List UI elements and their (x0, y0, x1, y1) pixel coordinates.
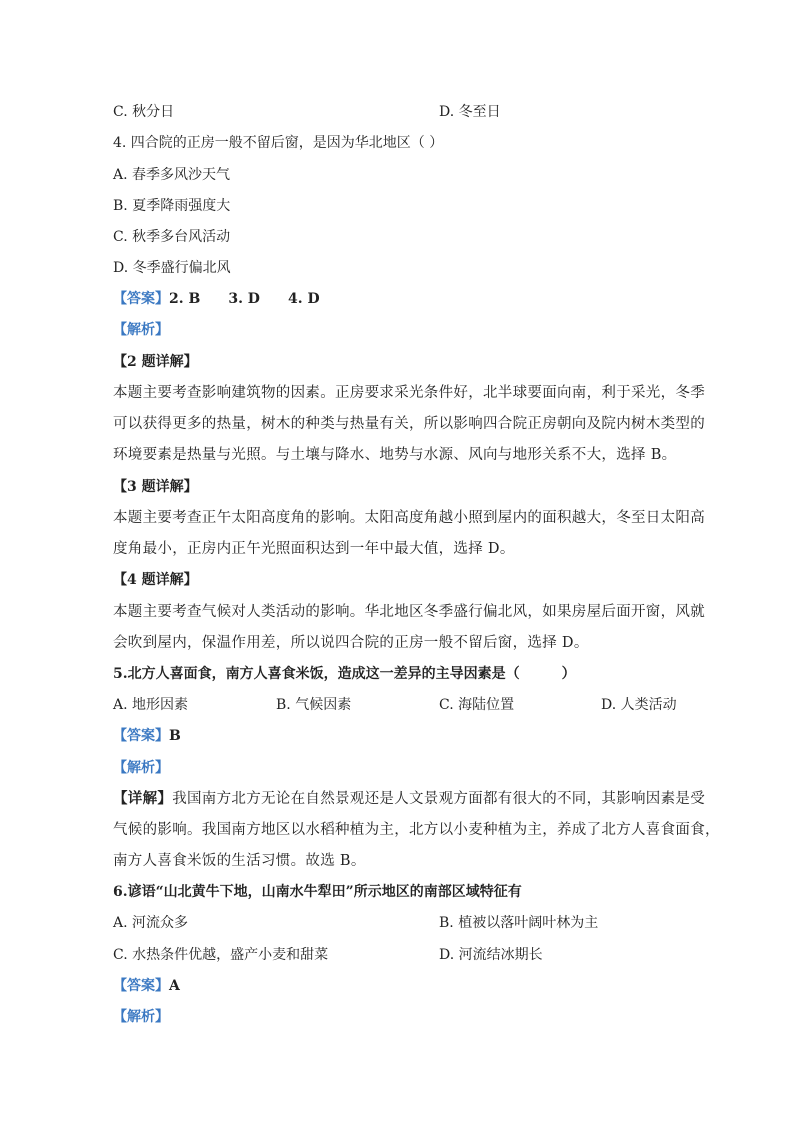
analysis-tag: 【解析】 (113, 322, 169, 338)
q4-option-a: A. 春季多风沙天气 (113, 167, 231, 183)
answer-values: B (169, 728, 181, 744)
q5-option-d: D. 人类活动 (601, 697, 677, 713)
detail-2-line: 可以获得更多的热量，树木的种类与热量有关，所以影响四合院正房朝向及院内树木类型的 (113, 416, 705, 432)
detail-2-tag: 【2 题详解】 (113, 354, 198, 370)
q6-option-a: A. 河流众多 (113, 915, 189, 931)
detail-4-line: 会吹到屋内，保温作用差，所以说四合院的正房一般不留后窗，选择 D。 (113, 635, 589, 651)
answer-tag: 【答案】 (113, 978, 169, 994)
answer-values: A (169, 978, 180, 994)
answer-row-1 (113, 289, 320, 309)
q3-option-d: D. 冬至日 (439, 104, 501, 120)
q4-option-d: D. 冬季盛行偏北风 (113, 260, 231, 276)
answer-tag: 【答案】 (113, 728, 169, 744)
answer-tag: 【答案】 (113, 291, 169, 307)
q5-option-b: B. 气候因素 (276, 697, 352, 713)
detail-2-line: 环境要素是热量与光照。与土壤与降水、地势与水源、风向与地形关系不大，选择 B。 (113, 447, 677, 463)
q5-option-c: C. 海陆位置 (439, 697, 515, 713)
detail-3-tag: 【3 题详解】 (113, 479, 198, 495)
q6-stem: 6.谚语“山北黄牛下地，山南水牛犁田”所示地区的南部区域特征有 (113, 884, 522, 900)
q6-option-d: D. 河流结冰期长 (439, 947, 543, 963)
q6-option-c: C. 水热条件优越，盛产小麦和甜菜 (113, 947, 329, 963)
answer-row-3 (113, 976, 180, 996)
detail-5-tag: 【详解】 (113, 790, 173, 807)
q4-option-b: B. 夏季降雨强度大 (113, 198, 231, 214)
detail-5-line: 气候的影响。我国南方地区以水稻种植为主，北方以小麦种植为主，养成了北方人喜食面食， (113, 822, 720, 838)
q4-stem: 4. 四合院的正房一般不留后窗，是因为华北地区（ ） (113, 135, 444, 151)
detail-2-line: 本题主要考查影响建筑物的因素。正房要求采光条件好，北半球要面向南，利于采光，冬季 (113, 385, 705, 401)
q5-stem: 5.北方人喜面食，南方人喜食米饭，造成这一差异的主导因素是（ ） (113, 666, 576, 682)
analysis-tag: 【解析】 (113, 1009, 169, 1025)
q4-option-c: C. 秋季多台风活动 (113, 229, 231, 245)
detail-4-tag: 【4 题详解】 (113, 572, 198, 588)
detail-3-line: 本题主要考查正午太阳高度角的影响。太阳高度角越小照到屋内的面积越大，冬至日太阳高 (113, 510, 705, 526)
answer-row-2 (113, 726, 181, 746)
detail-3-line: 度角最小，正房内正午光照面积达到一年中最大值，选择 D。 (113, 541, 515, 557)
detail-5-line: 南方人喜食米饭的生活习惯。故选 B。 (113, 853, 366, 869)
q6-option-b: B. 植被以落叶阔叶林为主 (439, 915, 599, 931)
answer-values: 2. B 3. D 4. D (169, 291, 320, 307)
detail-4-line: 本题主要考查气候对人类活动的影响。华北地区冬季盛行偏北风，如果房屋后面开窗，风就 (113, 604, 705, 620)
detail-5-line: 【详解】我国南方北方无论在自然景观还是人文景观方面都有很大的不同，其影响因素是受 (113, 790, 705, 807)
analysis-tag: 【解析】 (113, 760, 169, 776)
q5-option-a: A. 地形因素 (113, 697, 189, 713)
q3-option-c: C. 秋分日 (113, 104, 175, 120)
